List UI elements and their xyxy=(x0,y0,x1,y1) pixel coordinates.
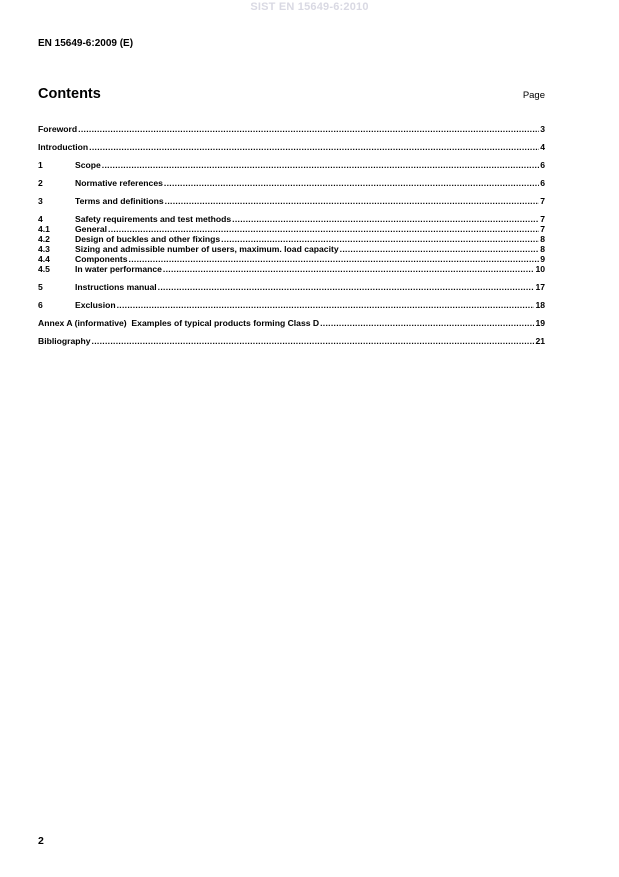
toc-entry-number: 5 xyxy=(38,282,43,292)
toc-dot-leader xyxy=(165,196,540,206)
toc-entry-page: 7 xyxy=(540,224,545,234)
toc-entry-title: Safety requirements and test methods xyxy=(75,214,232,224)
toc-dot-leader xyxy=(221,234,539,244)
toc-entry-terms-and-definitions[interactable] xyxy=(38,196,545,206)
toc-entry-introduction[interactable] xyxy=(38,142,545,152)
toc-dot-leader xyxy=(129,254,540,264)
toc-entry-number: 1 xyxy=(38,160,43,170)
toc-entry-title: Components xyxy=(75,254,128,264)
toc-entry-page: 8 xyxy=(540,234,545,244)
toc-entry-page: 3 xyxy=(540,124,545,134)
toc-entry-components[interactable] xyxy=(38,254,545,264)
toc-entry-page: 17 xyxy=(535,282,545,292)
table-of-contents xyxy=(38,124,545,346)
toc-entry-title: General xyxy=(75,224,108,234)
toc-entry-title: In water performance xyxy=(75,264,162,274)
toc-entry-title: Introduction xyxy=(38,142,89,152)
toc-dot-leader xyxy=(89,142,539,152)
toc-entry-safety-requirements[interactable] xyxy=(38,214,545,224)
toc-entry-bibliography[interactable] xyxy=(38,336,545,346)
toc-entry-title: Normative references xyxy=(75,178,163,188)
toc-entry-foreword[interactable] xyxy=(38,124,545,134)
toc-entry-number: 6 xyxy=(38,300,43,310)
toc-entry-number: 4.4 xyxy=(38,254,50,264)
toc-entry-title: Scope xyxy=(75,160,101,170)
toc-dot-leader xyxy=(164,178,539,188)
toc-entry-title: Terms and definitions xyxy=(75,196,164,206)
toc-dot-leader xyxy=(340,244,540,254)
toc-entry-design-of-buckles[interactable] xyxy=(38,234,545,244)
toc-entry-page: 18 xyxy=(535,300,545,310)
toc-entry-number: 4.1 xyxy=(38,224,50,234)
toc-entry-page: 7 xyxy=(540,214,545,224)
toc-entry-title: Bibliography xyxy=(38,336,91,346)
toc-entry-number: 4 xyxy=(38,214,43,224)
toc-entry-page: 19 xyxy=(535,318,545,328)
toc-entry-title: Annex A (informative) Examples of typical products forming Class D xyxy=(38,318,320,328)
toc-entry-page: 10 xyxy=(535,264,545,274)
toc-entry-title: Exclusion xyxy=(75,300,116,310)
toc-entry-exclusion[interactable] xyxy=(38,300,545,310)
toc-entry-title: Instructions manual xyxy=(75,282,157,292)
toc-entry-title: Sizing and admissible number of users, maximum. load capacity xyxy=(75,244,339,254)
toc-entry-annex-a[interactable] xyxy=(38,318,545,328)
toc-entry-instructions-manual[interactable] xyxy=(38,282,545,292)
toc-entry-page: 21 xyxy=(535,336,545,346)
toc-dot-leader xyxy=(78,124,539,134)
toc-dot-leader xyxy=(102,160,539,170)
toc-entry-page: 6 xyxy=(540,160,545,170)
toc-dot-leader xyxy=(158,282,535,292)
toc-entry-page: 9 xyxy=(540,254,545,264)
toc-entry-number: 2 xyxy=(38,178,43,188)
page-column-label: Page xyxy=(522,90,545,101)
toc-entry-number: 4.3 xyxy=(38,244,50,254)
toc-entry-number: 4.5 xyxy=(38,264,50,274)
toc-entry-title: Design of buckles and other fixings xyxy=(75,234,221,244)
toc-dot-leader xyxy=(163,264,535,274)
toc-entry-in-water-performance[interactable] xyxy=(38,264,545,274)
toc-entry-number: 4.2 xyxy=(38,234,50,244)
toc-dot-leader xyxy=(232,214,539,224)
toc-entry-page: 7 xyxy=(540,196,545,206)
toc-entry-page: 8 xyxy=(540,244,545,254)
toc-entry-number: 3 xyxy=(38,196,43,206)
toc-entry-normative-references[interactable] xyxy=(38,178,545,188)
contents-title: Contents xyxy=(38,86,101,102)
toc-dot-leader xyxy=(108,224,539,234)
toc-entry-general[interactable] xyxy=(38,224,545,234)
document-id: EN 15649-6:2009 (E) xyxy=(38,38,134,49)
toc-entry-page: 4 xyxy=(540,142,545,152)
page-number: 2 xyxy=(38,835,44,847)
toc-dot-leader xyxy=(320,318,534,328)
toc-dot-leader xyxy=(92,336,535,346)
toc-entry-title: Foreword xyxy=(38,124,78,134)
watermark: SIST EN 15649-6:2010 xyxy=(250,1,369,13)
toc-dot-leader xyxy=(117,300,535,310)
toc-entry-page: 6 xyxy=(540,178,545,188)
toc-entry-sizing-and-users[interactable] xyxy=(38,244,545,254)
toc-entry-scope[interactable] xyxy=(38,160,545,170)
